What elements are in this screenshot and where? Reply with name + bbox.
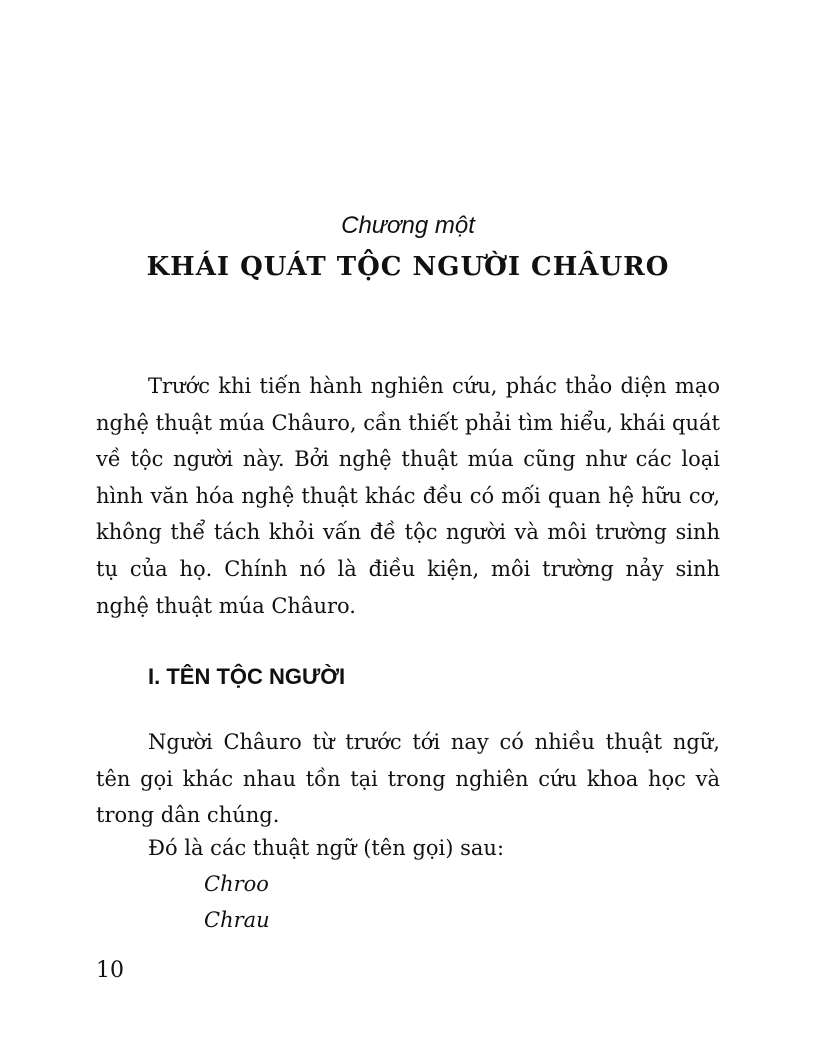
term-item-chroo: Chroo [204,872,269,896]
intro-paragraph: Trước khi tiến hành nghiên cứu, phác thảo diện mạo nghệ thuật múa Châuro, cần thiết phải tìm hiểu, khái quát về tộc người này. Bởi nghệ thuật múa cũng như các loại hình văn hóa nghệ thuật khác đều có mối quan hệ hữu cơ, không thể tách khỏi vấn đề tộc người và môi trường sinh tụ của họ. Chính nó là điều kiện, môi trường nảy sinh nghệ thuật múa Châuro. [96,374,720,618]
chapter-label: Chương một [341,212,475,239]
page-number: 10 [96,958,124,983]
term-item-chrau: Chrau [204,908,270,932]
chapter-title: KHÁI QUÁT TỘC NGƯỜI CHÂURO [146,252,670,282]
section-paragraph: Người Châuro từ trước tới nay có nhiều thuật ngữ, tên gọi khác nhau tồn tại trong nghiên cứu khoa học và trong dân chúng. [96,730,720,828]
section-heading: I. TÊN TỘC NGƯỜI [148,664,346,689]
terms-intro: Đó là các thuật ngữ (tên gọi) sau: [148,836,505,860]
